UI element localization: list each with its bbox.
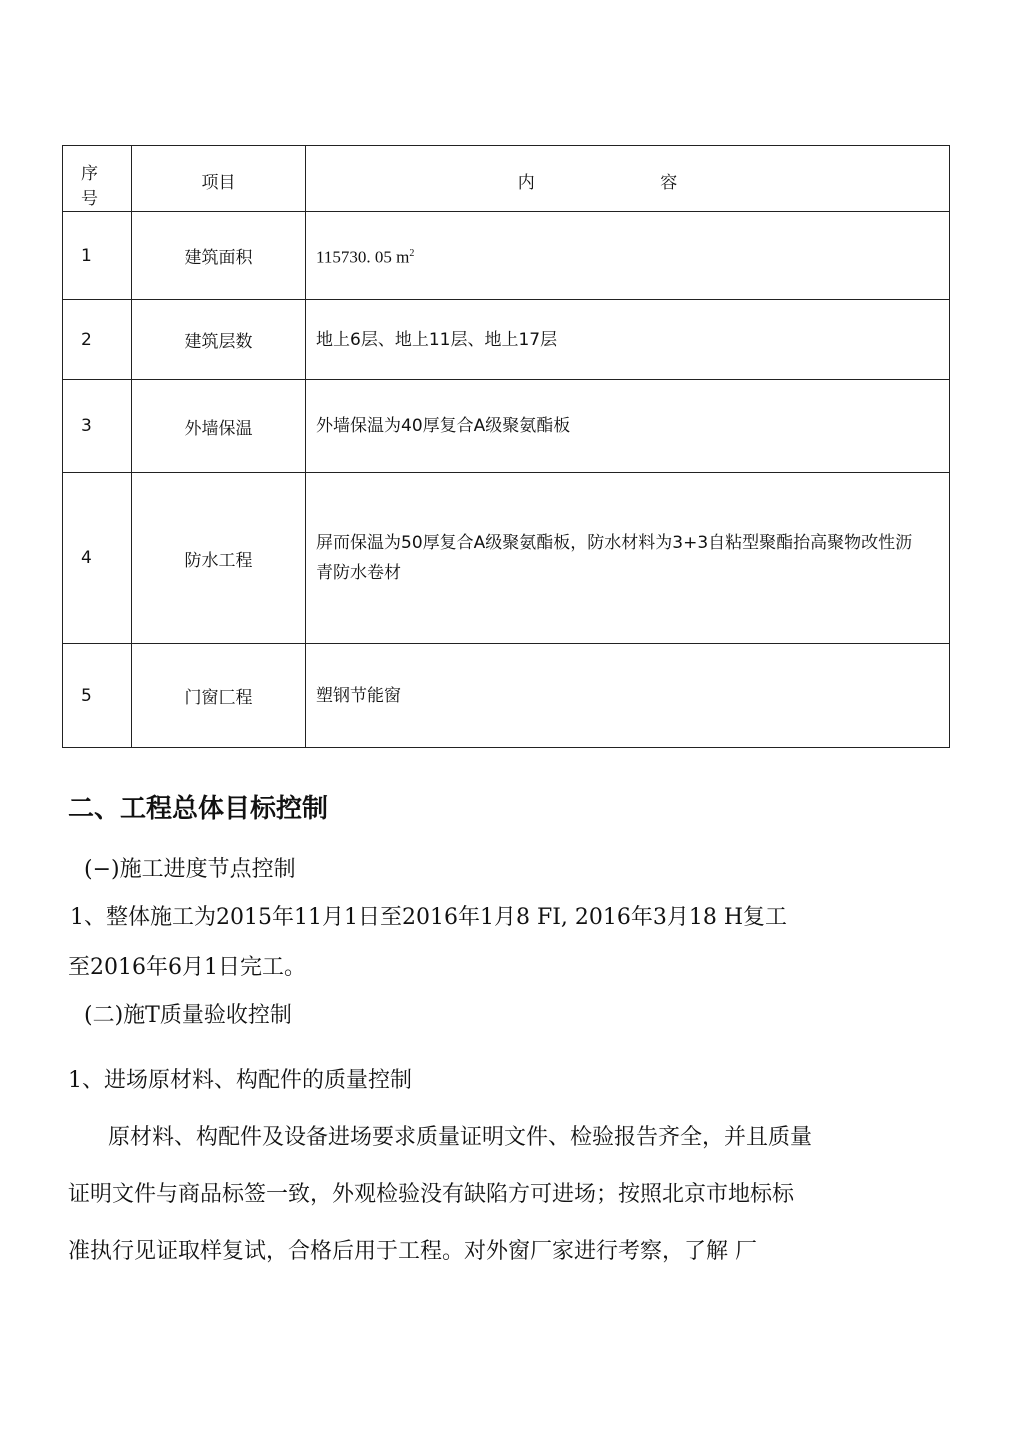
header-content: 内 容 <box>306 146 950 212</box>
subheading-schedule: (−)施工进度节点控制 <box>84 857 296 882</box>
row-content: 塑钢节能窗 <box>306 644 950 748</box>
row-item: 门窗匚程 <box>132 644 306 748</box>
row-item: 防水工程 <box>132 473 306 644</box>
schedule-text-line1: 1、整体施工为2015年11月1日至2016年1月8 FI, 2016年3月18 H复工 <box>70 905 788 930</box>
row-content: 115730. 05 $m^2$ <box>306 212 950 300</box>
superscript: 2 <box>409 247 415 259</box>
table-row <box>63 644 950 748</box>
table-row <box>63 473 950 644</box>
row-item: 建筑面积 <box>132 212 306 300</box>
table-row <box>63 212 950 300</box>
paragraph-line1: 原材料、构配件及设备进场要求质量证明文件、检验报告齐全，并且质量 <box>108 1125 813 1150</box>
row-content: 地上6层、地上11层、地上17层 <box>306 300 950 380</box>
row-no: 1 <box>63 212 132 300</box>
row-no: 4 <box>63 473 132 644</box>
subheading-quality: (二)施T质量验收控制 <box>84 1003 292 1028</box>
table-row <box>63 300 950 380</box>
paragraph-line2: 证明文件与商品标签一致，外观检验没有缺陷方可进场；按照北京市地标标 <box>68 1182 795 1207</box>
row-no: 3 <box>63 380 132 473</box>
table-header-row <box>63 146 950 212</box>
schedule-text-line2: 至2016年6月1日完工。 <box>68 955 306 980</box>
header-no: 序 号 <box>63 146 132 212</box>
project-info-table <box>62 145 950 748</box>
row-content: 外墙保温为40厚复合A级聚氨酯板 <box>306 380 950 473</box>
row-item: 建筑层数 <box>132 300 306 380</box>
paragraph-line3: 准执行见证取样复试，合格后用于工程。对外窗厂家进行考察，了解 厂 <box>68 1239 757 1264</box>
table-row <box>63 380 950 473</box>
header-item: 项目 <box>132 146 306 212</box>
quality-item-title: 1、进场原材料、构配件的质量控制 <box>68 1068 412 1093</box>
row-no: 5 <box>63 644 132 748</box>
section-heading: 二、工程总体目标控制 <box>68 794 329 824</box>
row-item: 外墙保温 <box>132 380 306 473</box>
row-no: 2 <box>63 300 132 380</box>
row-content: 屏而保温为50厚复合A级聚氨酯板，防水材料为3+3自粘型聚酯抬高聚物改性沥青防水卷材 <box>306 473 950 644</box>
